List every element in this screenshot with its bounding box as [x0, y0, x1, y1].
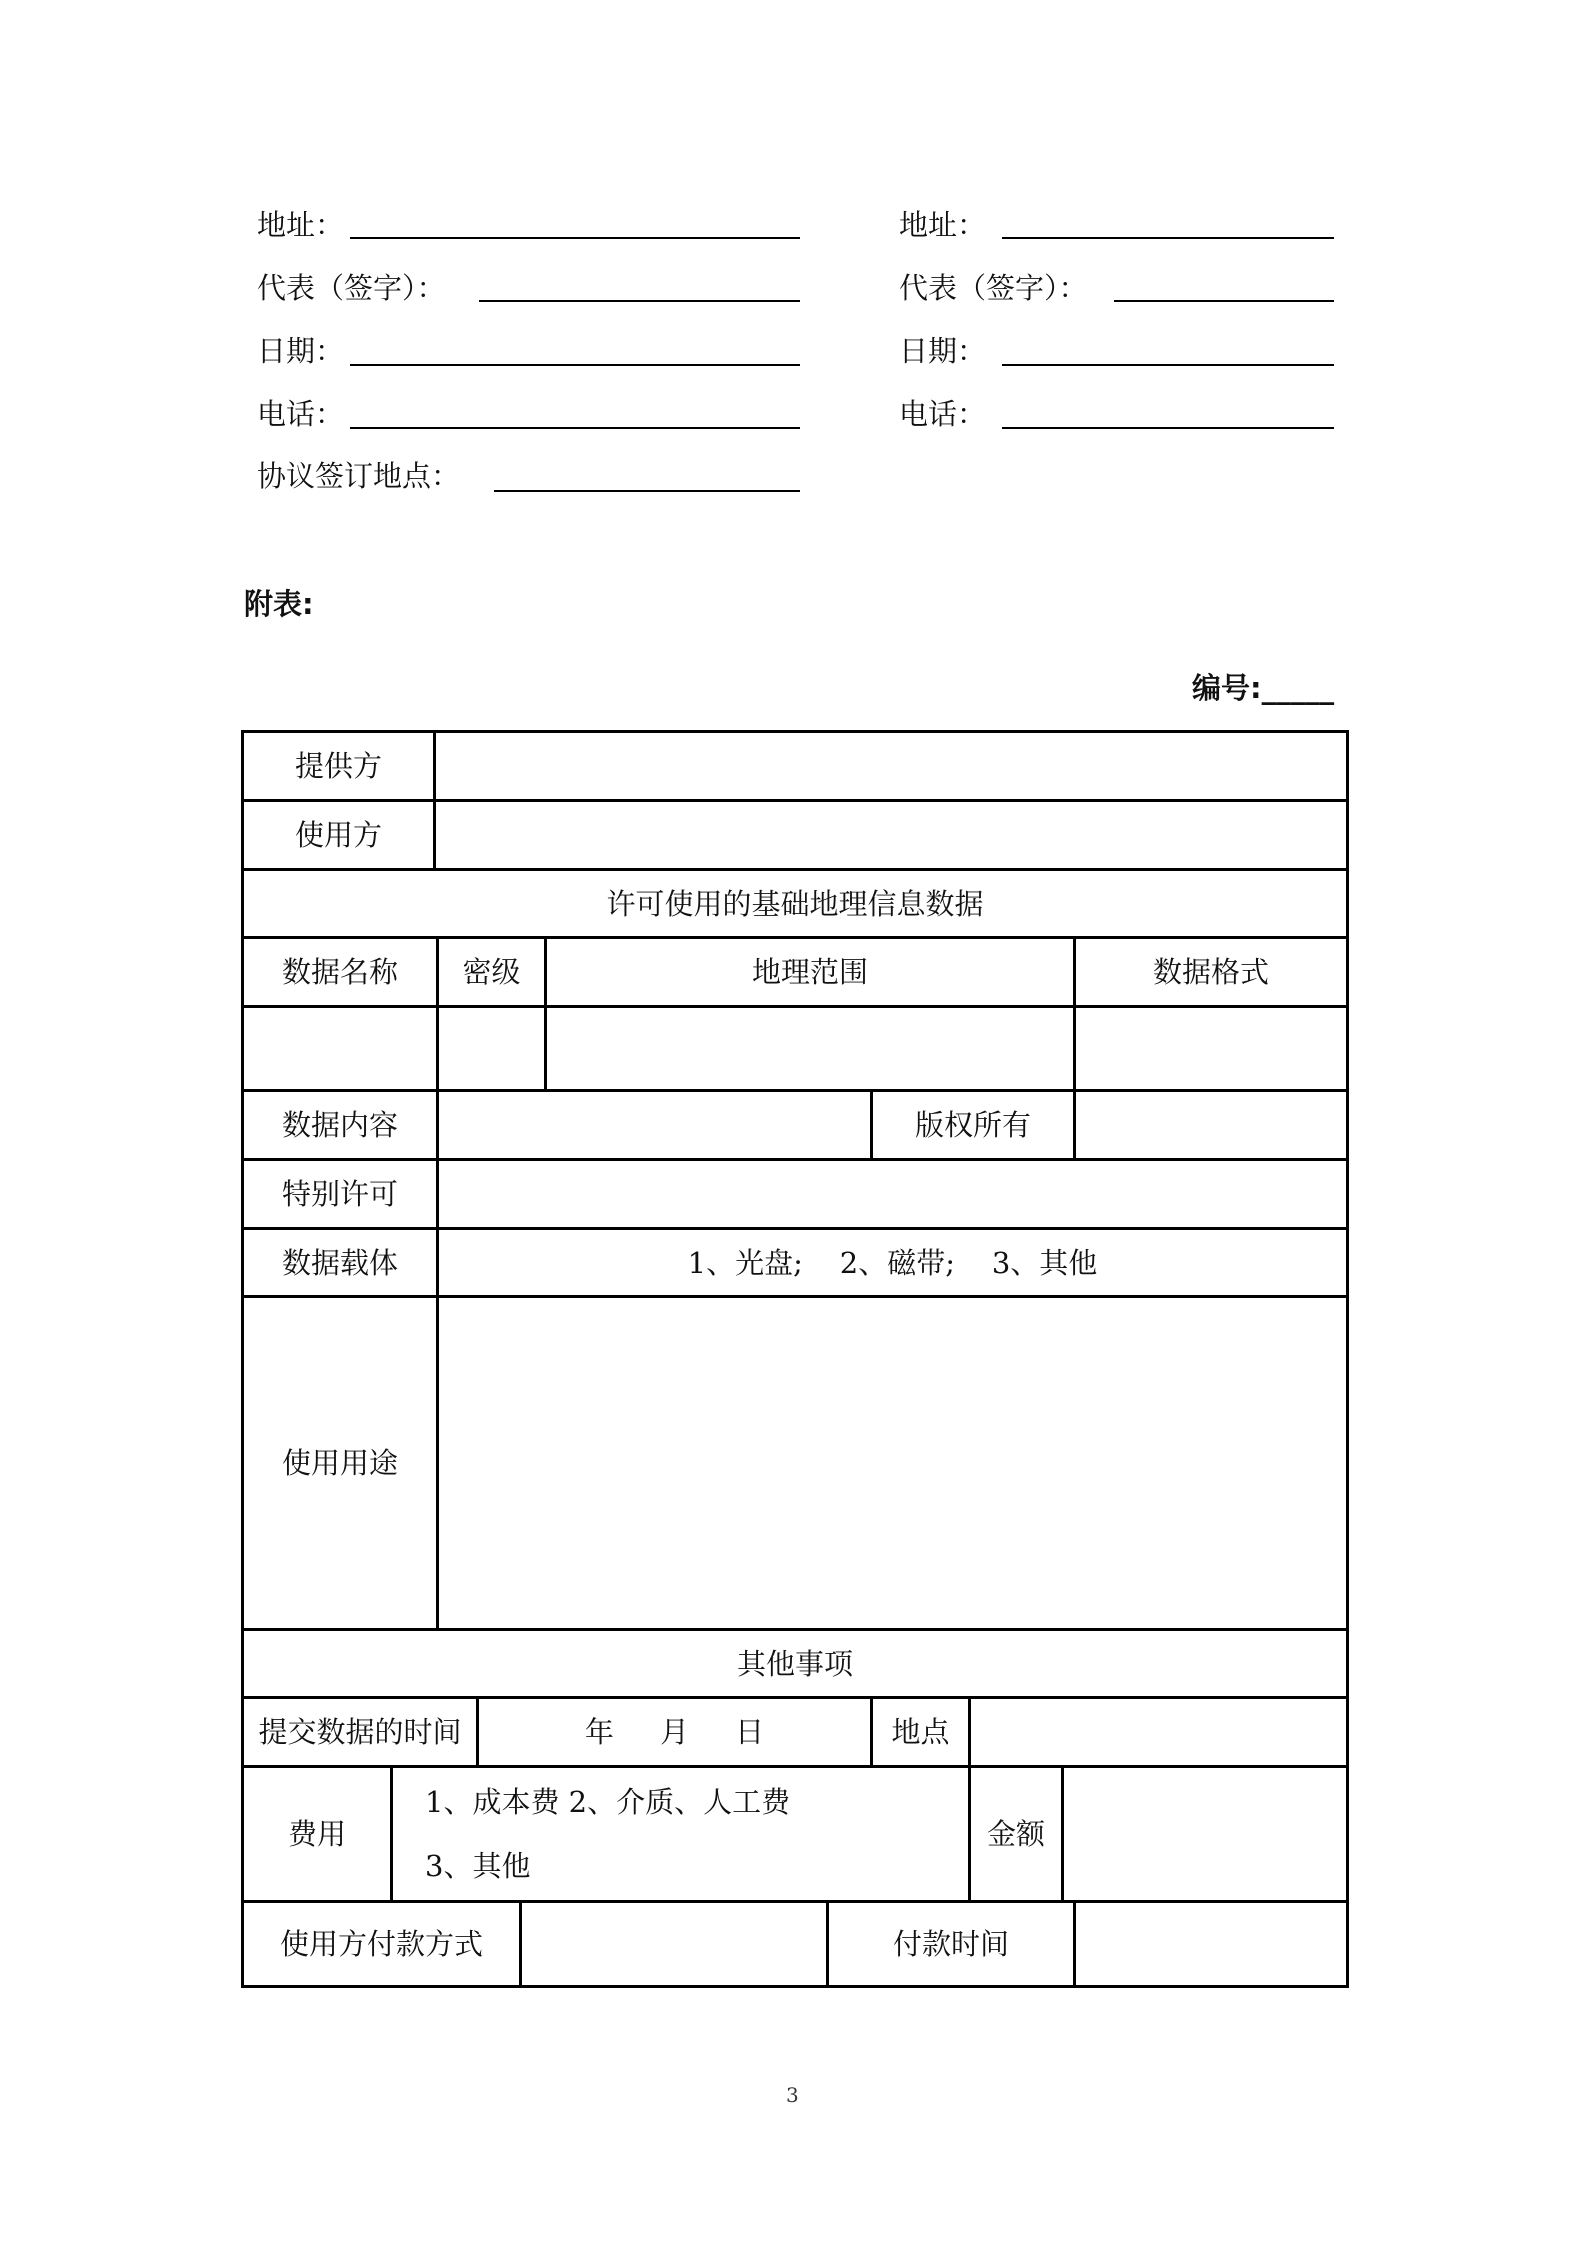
left-address-label: 地址：	[257, 208, 345, 242]
provider-label: 提供方	[294, 749, 382, 783]
licensed-data-header: 许可使用的基础地理信息数据	[606, 886, 984, 921]
special-permit-field[interactable]	[439, 1161, 1346, 1227]
submit-time-label: 提交数据的时间	[258, 1715, 462, 1749]
right-address-label: 地址：	[899, 208, 987, 242]
geo-range-field[interactable]	[547, 1008, 1073, 1089]
signing-place-label: 协议签订地点：	[257, 459, 461, 493]
signing-place-field[interactable]	[494, 490, 800, 492]
right-phone-label: 电话：	[899, 397, 987, 431]
right-date-label: 日期：	[899, 334, 987, 368]
carrier-label: 数据载体	[281, 1245, 398, 1280]
table-border-bottom	[241, 1985, 1349, 1988]
user-label: 使用方	[294, 818, 382, 852]
data-content-label: 数据内容	[281, 1108, 398, 1142]
data-content-field[interactable]	[439, 1092, 870, 1158]
column-header-secret-level: 密级	[462, 955, 521, 989]
data-format-field[interactable]	[1076, 1008, 1346, 1089]
special-permit-label: 特别许可	[281, 1177, 398, 1211]
place-field[interactable]	[971, 1699, 1346, 1765]
other-matters-header: 其他事项	[736, 1646, 853, 1681]
right-representative-label: 代表（签字）：	[899, 271, 1088, 305]
right-address-field[interactable]	[1002, 237, 1334, 239]
copyright-label: 版权所有	[914, 1108, 1031, 1142]
usage-label: 使用用途	[281, 1446, 398, 1480]
usage-field[interactable]	[439, 1298, 1346, 1628]
column-header-geo-range: 地理范围	[751, 955, 868, 989]
secret-level-field[interactable]	[439, 1008, 544, 1089]
page-number: 3	[786, 2083, 799, 2107]
table-col-divider	[390, 1765, 393, 1902]
column-header-data-format: 数据格式	[1152, 955, 1269, 989]
fee-label: 费用	[287, 1817, 346, 1851]
left-representative-label: 代表（签字）：	[257, 271, 446, 305]
amount-label: 金额	[986, 1817, 1045, 1851]
payment-time-field[interactable]	[1076, 1903, 1346, 1985]
payment-time-label: 付款时间	[892, 1927, 1009, 1961]
column-header-data-name: 数据名称	[281, 955, 398, 989]
carrier-options[interactable]: 1、光盘; 2、磁带; 3、其他	[687, 1245, 1098, 1280]
user-field[interactable]	[437, 802, 1346, 868]
left-address-field[interactable]	[350, 237, 800, 239]
serial-number-label: 编号:_____	[1192, 671, 1335, 705]
left-phone-label: 电话：	[257, 397, 345, 431]
left-representative-field[interactable]	[479, 300, 800, 302]
payment-method-label: 使用方付款方式	[279, 1927, 483, 1961]
fee-options-line2: 3、其他	[425, 1849, 531, 1883]
right-representative-field[interactable]	[1114, 300, 1334, 302]
provider-field[interactable]	[437, 733, 1346, 799]
table-col-divider	[433, 730, 436, 869]
fee-options[interactable]	[425, 1768, 965, 1900]
table-border-right	[1346, 730, 1349, 1988]
submit-date-field[interactable]: 年 月 日	[584, 1715, 765, 1749]
copyright-field[interactable]	[1076, 1092, 1346, 1158]
payment-method-field[interactable]	[522, 1903, 826, 1985]
amount-field[interactable]	[1064, 1768, 1346, 1900]
left-date-field[interactable]	[350, 364, 800, 366]
fee-options-line1: 1、成本费 2、介质、人工费	[425, 1785, 791, 1819]
right-date-field[interactable]	[1002, 364, 1334, 366]
place-label: 地点	[891, 1715, 950, 1749]
appendix-title: 附表:	[244, 587, 314, 621]
left-phone-field[interactable]	[350, 427, 800, 429]
data-name-field[interactable]	[244, 1008, 436, 1089]
left-date-label: 日期：	[257, 334, 345, 368]
right-phone-field[interactable]	[1002, 427, 1334, 429]
